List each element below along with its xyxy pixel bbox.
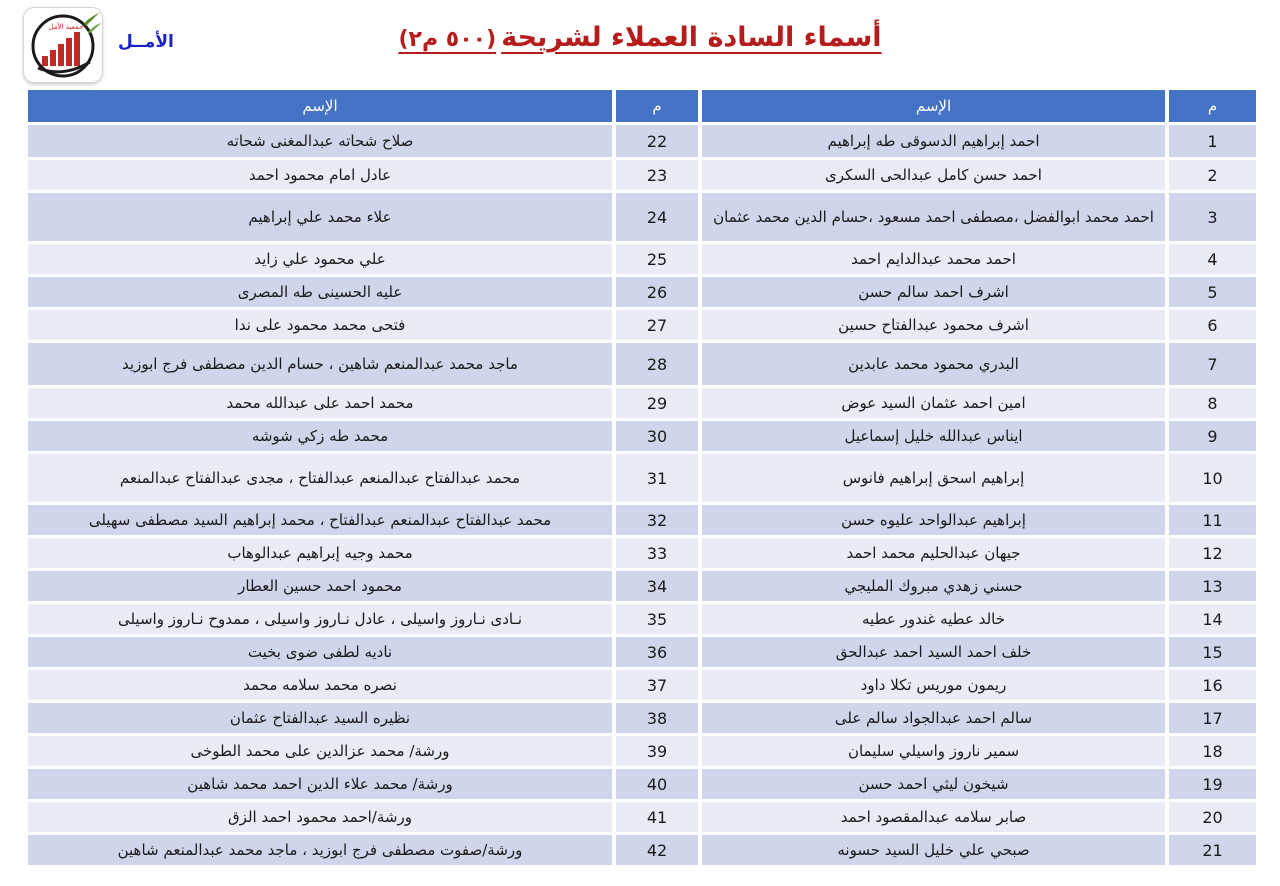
client-name-cell: محمد عبدالفتاح عبدالمنعم عبدالفتاح ، مجدى عبدالفتاح عبدالمنعم	[28, 454, 612, 502]
row-number-cell: 7	[1169, 343, 1256, 385]
page-title	[364, 22, 916, 66]
client-name-cell: ريمون موريس تكلا داود	[702, 670, 1165, 700]
table-row	[28, 277, 1256, 307]
table-row	[28, 244, 1256, 274]
row-number-cell: 3	[1169, 193, 1256, 241]
client-name-cell: نـادى نـاروز واسيلى ، عادل نـاروز واسيلى ، ممدوح نـاروز واسيلى	[28, 604, 612, 634]
client-name-cell: محمد وجيه إبراهيم عبدالوهاب	[28, 538, 612, 568]
client-name-cell: ايناس عبدالله خليل إسماعيل	[702, 421, 1165, 451]
client-name-cell: ورشة/ محمد عزالدين على محمد الطوخى	[28, 736, 612, 766]
client-name-cell: صلاح شحاته عبدالمغنى شحاته	[28, 125, 612, 157]
page-title-main: أسماء السادة العملاء لشريحة	[501, 22, 882, 53]
row-number-cell: 18	[1169, 736, 1256, 766]
row-number-cell: 36	[616, 637, 698, 667]
row-number-cell: 12	[1169, 538, 1256, 568]
client-name-cell: فتحى محمد محمود على ندا	[28, 310, 612, 340]
client-name-cell: البدري محمود محمد عابدين	[702, 343, 1165, 385]
client-name-cell: إبراهيم عبدالواحد عليوه حسن	[702, 505, 1165, 535]
row-number-cell: 30	[616, 421, 698, 451]
row-number-cell: 13	[1169, 571, 1256, 601]
logo-text: جمعية الأمل	[48, 23, 84, 31]
row-number-cell: 17	[1169, 703, 1256, 733]
row-number-cell: 25	[616, 244, 698, 274]
client-name-cell: امين احمد عثمان السيد عوض	[702, 388, 1165, 418]
client-name-cell: صابر سلامه عبدالمقصود احمد	[702, 802, 1165, 832]
row-number-cell: 37	[616, 670, 698, 700]
row-number-cell: 26	[616, 277, 698, 307]
row-number-cell: 16	[1169, 670, 1256, 700]
client-name-cell: عادل امام محمود احمد	[28, 160, 612, 190]
org-name: الأمــل	[118, 32, 174, 52]
row-number-cell: 14	[1169, 604, 1256, 634]
client-name-cell: عليه الحسينى طه المصرى	[28, 277, 612, 307]
table-row	[28, 802, 1256, 832]
row-number-cell: 15	[1169, 637, 1256, 667]
logo	[24, 8, 102, 82]
table-row	[28, 505, 1256, 535]
table-header-row	[28, 90, 1256, 122]
client-name-cell: احمد محمد ابوالفضل ،مصطفى احمد مسعود ،حسام الدين محمد عثمان	[702, 193, 1165, 241]
table-row	[28, 538, 1256, 568]
table-row	[28, 637, 1256, 667]
client-name-cell: خالد عطيه غندور عطيه	[702, 604, 1165, 634]
client-name-cell: إبراهيم اسحق إبراهيم فانوس	[702, 454, 1165, 502]
row-number-cell: 22	[616, 125, 698, 157]
client-name-cell: محمد طه زكي شوشه	[28, 421, 612, 451]
row-number-cell: 4	[1169, 244, 1256, 274]
row-number-cell: 31	[616, 454, 698, 502]
row-number-cell: 28	[616, 343, 698, 385]
row-number-cell: 23	[616, 160, 698, 190]
column-header-number: م	[1169, 90, 1256, 122]
client-name-cell: محمود احمد حسين العطار	[28, 571, 612, 601]
client-name-cell: سالم احمد عبدالجواد سالم على	[702, 703, 1165, 733]
table-body	[28, 125, 1256, 865]
client-name-cell: احمد حسن كامل عبدالحى السكرى	[702, 160, 1165, 190]
row-number-cell: 35	[616, 604, 698, 634]
table-row	[28, 703, 1256, 733]
row-number-cell: 8	[1169, 388, 1256, 418]
row-number-cell: 2	[1169, 160, 1256, 190]
client-table	[24, 87, 1260, 868]
client-name-cell: علاء محمد علي إبراهيم	[28, 193, 612, 241]
row-number-cell: 32	[616, 505, 698, 535]
client-name-cell: نظيره السيد عبدالفتاح عثمان	[28, 703, 612, 733]
row-number-cell: 10	[1169, 454, 1256, 502]
row-number-cell: 27	[616, 310, 698, 340]
row-number-cell: 19	[1169, 769, 1256, 799]
client-name-cell: سمير ناروز واسيلي سليمان	[702, 736, 1165, 766]
row-number-cell: 33	[616, 538, 698, 568]
client-name-cell: نصره محمد سلامه محمد	[28, 670, 612, 700]
client-name-cell: احمد إبراهيم الدسوقى طه إبراهيم	[702, 125, 1165, 157]
client-name-cell: صبحي علي خليل السيد حسونه	[702, 835, 1165, 865]
table-row	[28, 835, 1256, 865]
client-name-cell: شيخون ليثي احمد حسن	[702, 769, 1165, 799]
client-name-cell: ورشة/ محمد علاء الدين احمد محمد شاهين	[28, 769, 612, 799]
row-number-cell: 11	[1169, 505, 1256, 535]
column-header-number: م	[616, 90, 698, 122]
table-row	[28, 454, 1256, 502]
logo-graphic	[24, 8, 102, 82]
row-number-cell: 9	[1169, 421, 1256, 451]
page-title-sub: (٥٠٠ م٢)	[398, 27, 497, 52]
column-header-name: الإسم	[702, 90, 1165, 122]
row-number-cell: 24	[616, 193, 698, 241]
client-name-cell: علي محمود علي زايد	[28, 244, 612, 274]
client-name-cell: ماجد محمد عبدالمنعم شاهين ، حسام الدين مصطفى فرج ابوزيد	[28, 343, 612, 385]
row-number-cell: 39	[616, 736, 698, 766]
row-number-cell: 29	[616, 388, 698, 418]
row-number-cell: 42	[616, 835, 698, 865]
row-number-cell: 41	[616, 802, 698, 832]
client-name-cell: ناديه لطفى ضوى بخيت	[28, 637, 612, 667]
table-row	[28, 670, 1256, 700]
client-name-cell: محمد عبدالفتاح عبدالمنعم عبدالفتاح ، محمد إبراهيم السيد مصطفى سهيلى	[28, 505, 612, 535]
table-row	[28, 604, 1256, 634]
table-row	[28, 343, 1256, 385]
client-name-cell: ورشة/احمد محمود احمد الزق	[28, 802, 612, 832]
table-row	[28, 736, 1256, 766]
client-name-cell: محمد احمد على عبدالله محمد	[28, 388, 612, 418]
table-row	[28, 388, 1256, 418]
client-name-cell: حسني زهدي مبروك المليجي	[702, 571, 1165, 601]
client-name-cell: احمد محمد عبدالدايم احمد	[702, 244, 1165, 274]
row-number-cell: 6	[1169, 310, 1256, 340]
client-name-cell: خلف احمد السيد احمد عبدالحق	[702, 637, 1165, 667]
row-number-cell: 20	[1169, 802, 1256, 832]
client-name-cell: اشرف احمد سالم حسن	[702, 277, 1165, 307]
table-row	[28, 160, 1256, 190]
row-number-cell: 5	[1169, 277, 1256, 307]
table-row	[28, 769, 1256, 799]
row-number-cell: 34	[616, 571, 698, 601]
client-name-cell: اشرف محمود عبدالفتاح حسين	[702, 310, 1165, 340]
column-header-name: الإسم	[28, 90, 612, 122]
table-row	[28, 571, 1256, 601]
table-row	[28, 310, 1256, 340]
table-row	[28, 421, 1256, 451]
row-number-cell: 40	[616, 769, 698, 799]
client-name-cell: ورشة/صفوت مصطفى فرج ابوزيد ، ماجد محمد عبدالمنعم شاهين	[28, 835, 612, 865]
client-name-cell: جيهان عبدالحليم محمد احمد	[702, 538, 1165, 568]
row-number-cell: 38	[616, 703, 698, 733]
row-number-cell: 1	[1169, 125, 1256, 157]
table-row	[28, 193, 1256, 241]
row-number-cell: 21	[1169, 835, 1256, 865]
table-row	[28, 125, 1256, 157]
